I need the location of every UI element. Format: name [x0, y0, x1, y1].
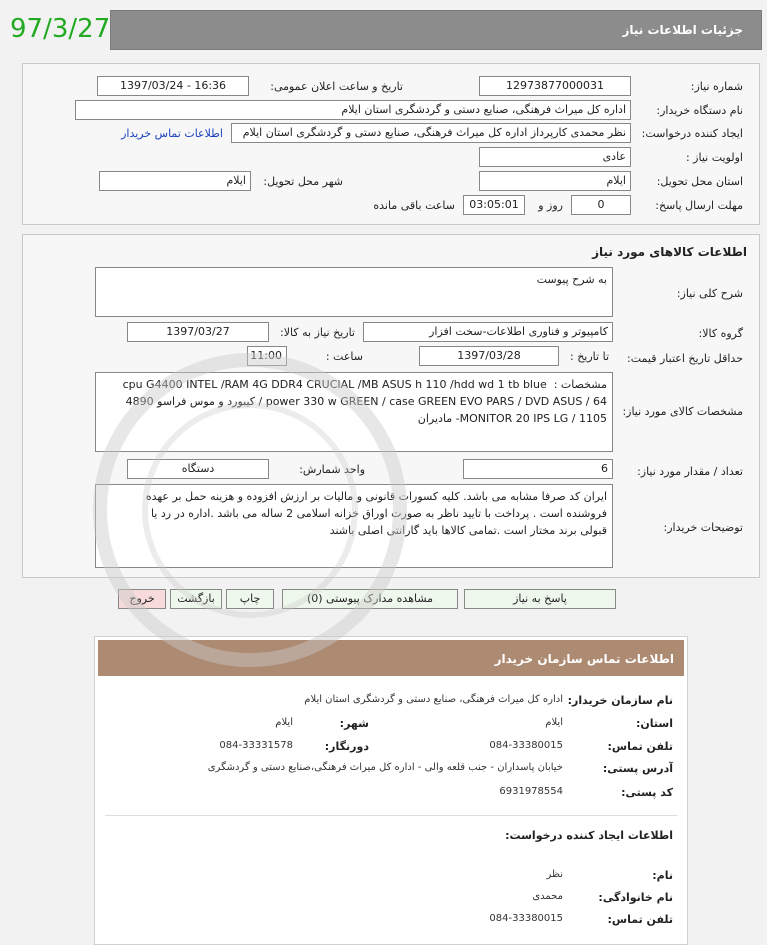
print-button[interactable]: چاپ — [226, 589, 274, 609]
hour-field[interactable]: 11:00 — [247, 346, 287, 366]
creator-name-value: نظر — [546, 869, 563, 880]
creator-phone-label: تلفن تماس: — [607, 913, 673, 926]
goods-section-title: اطلاعات کالاهای مورد نیاز — [592, 245, 747, 259]
group-label: گروه کالا: — [698, 327, 743, 340]
postal-label: کد پستی: — [621, 786, 673, 799]
province-label: استان محل تحویل: — [656, 175, 743, 188]
contact-city-label: شهر: — [339, 717, 369, 730]
spec-line-1 — [101, 376, 607, 393]
contact-divider — [105, 815, 677, 816]
unit-field[interactable]: دستگاه — [127, 459, 269, 479]
buyer-label: نام دستگاه خریدار: — [656, 104, 743, 117]
days-suffix: روز و — [538, 199, 563, 212]
quantity-field[interactable]: 6 — [463, 459, 613, 479]
phone-value: 084-33380015 — [489, 740, 563, 751]
creator-phone-value: 084-33380015 — [489, 913, 563, 924]
summary-textarea[interactable]: به شرح پیوست — [95, 267, 613, 317]
time-left-field[interactable]: 03:05:01 — [463, 195, 525, 215]
buyer-contact-panel — [94, 636, 688, 945]
until-date-label: تا تاریخ : — [570, 350, 609, 363]
group-field[interactable]: کامپیوتر و فناوری اطلاعات-سخت افزار — [363, 322, 613, 342]
days-field[interactable]: 0 — [571, 195, 631, 215]
validity-label: حداقل تاریخ اعتبار قیمت: — [627, 352, 743, 365]
org-label: نام سازمان خریدار: — [567, 694, 673, 707]
announce-date-label: تاریخ و ساعت اعلان عمومی: — [270, 80, 403, 93]
notes-textarea[interactable] — [95, 484, 613, 568]
date-stamp: 97/3/27 — [10, 14, 111, 44]
priority-field[interactable]: عادی — [479, 147, 631, 167]
notes-line-1: ایران کد صرفا مشابه می باشد. کلیه کسورات قانونی و مالیات بر ارزش افزوده و هزینه حمل بر عهده — [145, 490, 607, 503]
buyer-contact-link[interactable]: اطلاعات تماس خریدار — [121, 127, 223, 140]
buyer-field[interactable]: اداره کل میراث فرهنگی، صنایع دستی و گردشگری استان ایلام — [75, 100, 631, 120]
fax-value: 084-33331578 — [219, 740, 293, 751]
spec-label: مشخصات کالای مورد نیاز: — [622, 405, 743, 418]
hour-label: ساعت : — [325, 350, 363, 363]
contact-header — [98, 640, 684, 676]
contact-province-value: ایلام — [545, 717, 563, 728]
need-date-field[interactable]: 1397/03/27 — [127, 322, 269, 342]
city-field[interactable]: ایلام — [99, 171, 251, 191]
goods-panel — [22, 234, 760, 578]
postal-value: 6931978554 — [499, 786, 563, 797]
notes-line-2: فروشنده است . پرداخت با تایید ناظر به صورت اوراق خزانه اسلامی 2 ساله می باشد .اداره در رد یا — [150, 507, 607, 520]
reply-button[interactable]: پاسخ به نیاز — [464, 589, 616, 609]
creator-name-label: نام: — [652, 869, 673, 882]
province-field[interactable]: ایلام — [479, 171, 631, 191]
spec-line-3: MONITOR 20 IPS LG / 1105- مادیران — [417, 412, 607, 425]
creator-label: ایجاد کننده درخواست: — [641, 127, 743, 140]
org-value: اداره کل میراث فرهنگی، صنایع دستی و گردشگری استان ایلام — [304, 694, 563, 705]
unit-label: واحد شمارش: — [299, 463, 365, 476]
need-info-panel — [22, 63, 760, 225]
page-title: جزئیات اطلاعات نیاز — [622, 23, 743, 37]
time-left-suffix: ساعت باقی مانده — [373, 199, 455, 212]
deadline-label: مهلت ارسال پاسخ: — [655, 199, 743, 212]
contact-province-label: استان: — [636, 717, 673, 730]
contact-city-value: ایلام — [275, 717, 293, 728]
spec-prefix: مشخصات : — [553, 378, 607, 391]
spec-textarea[interactable] — [95, 372, 613, 452]
spec-line-1-text: cpu G4400 INTEL /RAM 4G DDR4 CRUCIAL /MB ASUS h 110 /hdd wd 1 tb blue — [122, 378, 547, 391]
creator-family-label: نام خانوادگی: — [598, 891, 673, 904]
spec-line-2: power 330 w GREEN / case GREEN EVO PARS / DVD ASUS / 64 / کیبورد و موس فراسو 4890 — [125, 395, 607, 408]
quantity-label: تعداد / مقدار مورد نیاز: — [637, 465, 743, 478]
until-date-field[interactable]: 1397/03/28 — [419, 346, 559, 366]
address-value: خیابان پاسداران - جنب قلعه والی - اداره کل میراث فرهنگی،صنایع دستی و گردشگری — [207, 762, 563, 773]
need-number-label: شماره نیاز: — [690, 80, 743, 93]
contact-title: اطلاعات تماس سازمان خریدار — [494, 652, 674, 666]
page-header — [110, 10, 762, 50]
creator-info-title: اطلاعات ایجاد کننده درخواست: — [505, 829, 673, 842]
exit-button[interactable]: خروج — [118, 589, 166, 609]
need-date-label: تاریخ نیاز به کالا: — [280, 326, 355, 339]
creator-family-value: محمدی — [532, 891, 563, 902]
fax-label: دورنگار: — [324, 740, 369, 753]
address-label: آدرس پستی: — [602, 762, 673, 775]
creator-field[interactable]: نظر محمدی کارپرداز اداره کل میراث فرهنگی، صنایع دستی و گردشگری استان ایلام — [231, 123, 631, 143]
notes-line-3: قبولی برند مختار است .تمامی کالاها باید گارانتی اصلی باشند — [329, 524, 607, 537]
need-number-field[interactable]: 12973877000031 — [479, 76, 631, 96]
back-button[interactable]: بازگشت — [170, 589, 222, 609]
priority-label: اولویت نیاز : — [685, 151, 743, 164]
attachments-button[interactable]: مشاهده مدارک پیوستی (0) — [282, 589, 458, 609]
summary-label: شرح کلی نیاز: — [676, 287, 743, 300]
notes-label: توضیحات خریدار: — [663, 521, 743, 534]
announce-date-field[interactable]: 1397/03/24 - 16:36 — [97, 76, 249, 96]
city-label: شهر محل تحویل: — [263, 175, 343, 188]
phone-label: تلفن تماس: — [607, 740, 673, 753]
